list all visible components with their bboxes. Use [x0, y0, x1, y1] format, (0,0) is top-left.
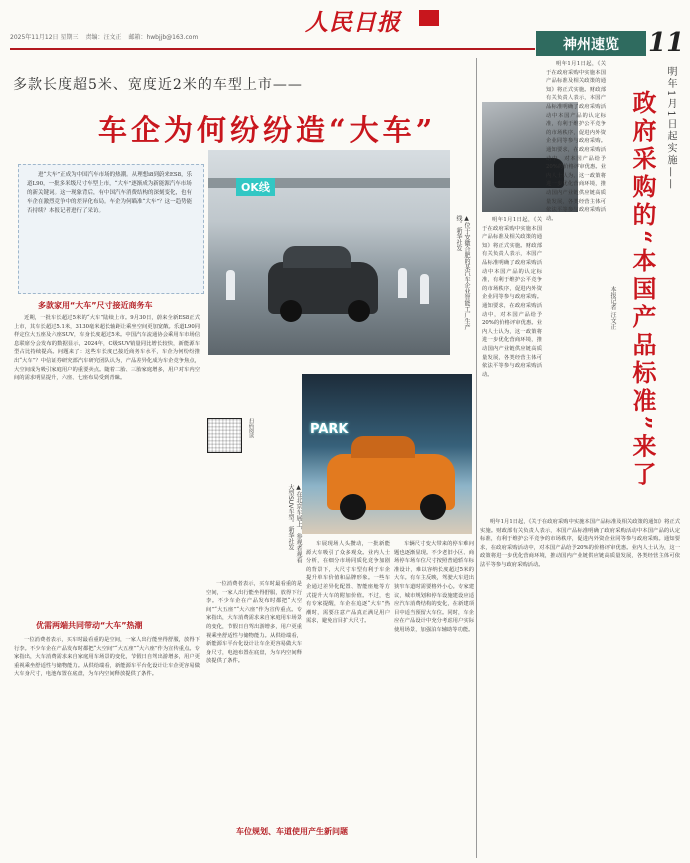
logo-seal-mark: [419, 10, 439, 26]
column-2-text: 一位消费者表示，买车时最看重的是空间，一家人出行能坐得舒服，放得下行李。不少车企在产品发布时都把“大空间”“大五座”“大六座”作为宣传重点。专家指出，大车消费需求来自家庭用车场景的变化，节假日自驾出游增多，用户更重视乘坐舒适性与储物能力。从供给端看，新能源车平台化设计让车企更容易做大车身尺寸，电池布置在底盘，为车内空间释放提供了条件。: [206, 581, 302, 665]
column-1b-text: 一位消费者表示，买车时最看重的是空间，一家人出行能坐得舒服，放得下行李。不少车企在产品发布时都把“大空间”“大五座”“大六座”作为宣传重点。专家指出，大车消费需求来自家庭用车场景的变化，节假日自驾出游增多，用户更重视乘坐舒适性与储物能力。从供给端看，新能源车平台化设计让车企更容易做大车身尺寸，电池布置在底盘，为车内空间释放提供了条件。: [14, 637, 200, 678]
subhead-3: 车位规划、车道使用产生新问题: [236, 827, 348, 836]
newspaper-logo: 人民日报: [305, 9, 401, 36]
column-1-text: 近期，一批车长超过5米的“大车”陆续上市。9月30日，蔚来全新ES8正式上市，其车长超过5.1米，3130毫米超长轴距让乘坐空间更加宽敞。乐道L90同样定位大五座及六座SUV，车身长度超过5米。中国汽车流通协会乘用车市场信息联席分会发布的数据显示，2024年，C级SUV销量同比增长较快，新能源车型占比持续提高。问题来了：这些车长度已接近商务车水平，车企为何纷纷推出“大车”？中信证券研究部汽车研究团队认为，产品差异化成为车企竞争焦点，大空间成为吸引家庭用户的重要卖点。随着二胎、三胎家庭增多，用户对车内空间的需求明显提升，六座、七座布局受到青睐。: [14, 315, 200, 382]
sidebar-column-2: [546, 60, 606, 510]
worker-figure: [226, 270, 235, 300]
header-rule: [10, 48, 535, 50]
sidebar-column-1: [482, 216, 542, 516]
sidebar-text-3: 明年1月1日起，《关于在政府采购中实施本国产品标准及相关政策的通知》将正式实施。财政部有关负责人表示，本国产品标准明确了政府采购活动中本国产品的认定标准，有利于维护公平竞争的市场秩序，促进内外资企业同等参与政府采购。通知要求，在政府采购活动中，对本国产品给予20%的价格评审优惠。业内人士认为，这一政策将进一步优化营商环境，推动国内产业链供应链高质量发展，各类经营主体可依法平等参与政府采购活动。: [480, 519, 680, 568]
column-divider: [476, 58, 477, 858]
car-wheel: [348, 300, 370, 322]
edition-label: 神州速览: [536, 31, 646, 56]
masthead-meta: [10, 32, 198, 41]
page-number: 11: [648, 28, 685, 58]
subhead-1: 多款家用“大车”尺寸接近商务车: [38, 301, 153, 310]
factory-photo-caption: ▲位于安徽合肥的某汽车企业智能工厂生产线。新华社发: [455, 215, 470, 330]
article-column-2: [206, 580, 302, 855]
auto-show-caption: ▲在北京车展上，参观者观看大型SUV车型。新华社发: [287, 484, 302, 563]
auto-show-photo: [302, 374, 472, 534]
sidebar-column-3: [480, 518, 680, 858]
factory-photo: [208, 150, 450, 355]
article-kicker: 多款长度超5米、宽度近2米的车型上市——: [13, 77, 303, 93]
subhead-2: 优需两端共同带动“大车”热潮: [36, 621, 143, 630]
article-column-4: [394, 540, 474, 855]
sidebar-headline: 政府采购的“本国产品标准”来了: [628, 90, 657, 490]
booth-sign: PARK: [310, 422, 349, 437]
qr-label: 扫码阅读: [248, 418, 254, 438]
article-lead-box: 进“大车”正成为中国汽车市场的热潮。从理想i8到蔚来ES8，乐道L90，一批多米级尺寸车型上市，“大车”逐渐成为新能源汽车市场的新关键词。这一现象背后，有中国汽车消费结构的深刻变化，也有车企在激烈竞争中的差异化布局。车企为何瞄准“大车”？这一趋势能否持续？本报记者进行了采访。: [18, 164, 204, 294]
article-column-1b: [14, 636, 200, 856]
column-3-text: 车展现场人头攒动，一批新能源大车吸引了众多观众。业内人士分析，在细分市场同质化竞争加剧的背景下，大尺寸车型有利于车企提升单车价值和品牌形象。一些车企通过差异化配置、智能座舱等方式提升大车的附加价值。不过，也有专家提醒，车企在追逐“大车”热潮时，需要注意产品真正满足用户需求，避免盲目扩大尺寸。: [306, 541, 390, 625]
car-wheel: [340, 494, 366, 520]
article-headline: 车企为何纷纷造“大车”: [98, 113, 437, 147]
editor-email: 邮箱：hwbjjb@163.com: [128, 34, 199, 41]
worker-figure: [398, 268, 407, 298]
car-wheel: [420, 494, 446, 520]
article-column-3: [306, 540, 390, 680]
sidebar-byline: 本报记者 汪文正: [609, 286, 616, 330]
sidebar-text-1: 明年1月1日起，《关于在政府采购中实施本国产品标准及相关政策的通知》将正式实施。财政部有关负责人表示，本国产品标准明确了政府采购活动中本国产品的认定标准，有利于维护公平竞争的市场秩序，促进内外资企业同等参与政府采购。通知要求，在政府采购活动中，对本国产品给予20%的价格评审优惠。业内人士认为，这一政策将进一步优化营商环境，推动国内产业链供应链高质量发展，各类经营主体可依法平等参与政府采购活动。: [482, 217, 542, 378]
factory-sign: OK线: [236, 178, 275, 196]
issue-date: 2025年11月12日 星期三: [10, 34, 79, 41]
worker-figure: [420, 274, 429, 304]
sidebar-dateline: 明年1月1日起实施——: [665, 66, 676, 191]
page-editor: 责编：汪文正: [85, 34, 122, 41]
article-column-1: [14, 314, 200, 614]
column-4-text: 车辆尺寸变大带来的停车难问题也逐渐显现。不少老旧小区、商场停车场车位尺寸按照普通轿车标准设计，难以容纳长度超过5米的大车。有车主反映，驾驶大车进出狭窄车道时需要格外小心。专家建议，城市规划和停车设施建设应适应汽车消费结构的变化，在新建项目中适当预留大车位。同时，车企应在产品设计中充分考虑用户实际使用场景，加强泊车辅助等功能。: [394, 541, 474, 633]
sidebar-text-2: 明年1月1日起，《关于在政府采购中实施本国产品标准及相关政策的通知》将正式实施。财政部有关负责人表示，本国产品标准明确了政府采购活动中本国产品的认定标准，有利于维护公平竞争的市场秩序，促进内外资企业同等参与政府采购。通知要求，在政府采购活动中，对本国产品给予20%的价格评审优惠。业内人士认为，这一政策将进一步优化营商环境，推动国内产业链供应链高质量发展，各类经营主体可依法平等参与政府采购活动。: [546, 61, 606, 222]
car-wheel: [280, 300, 302, 322]
qr-code[interactable]: [207, 418, 242, 453]
